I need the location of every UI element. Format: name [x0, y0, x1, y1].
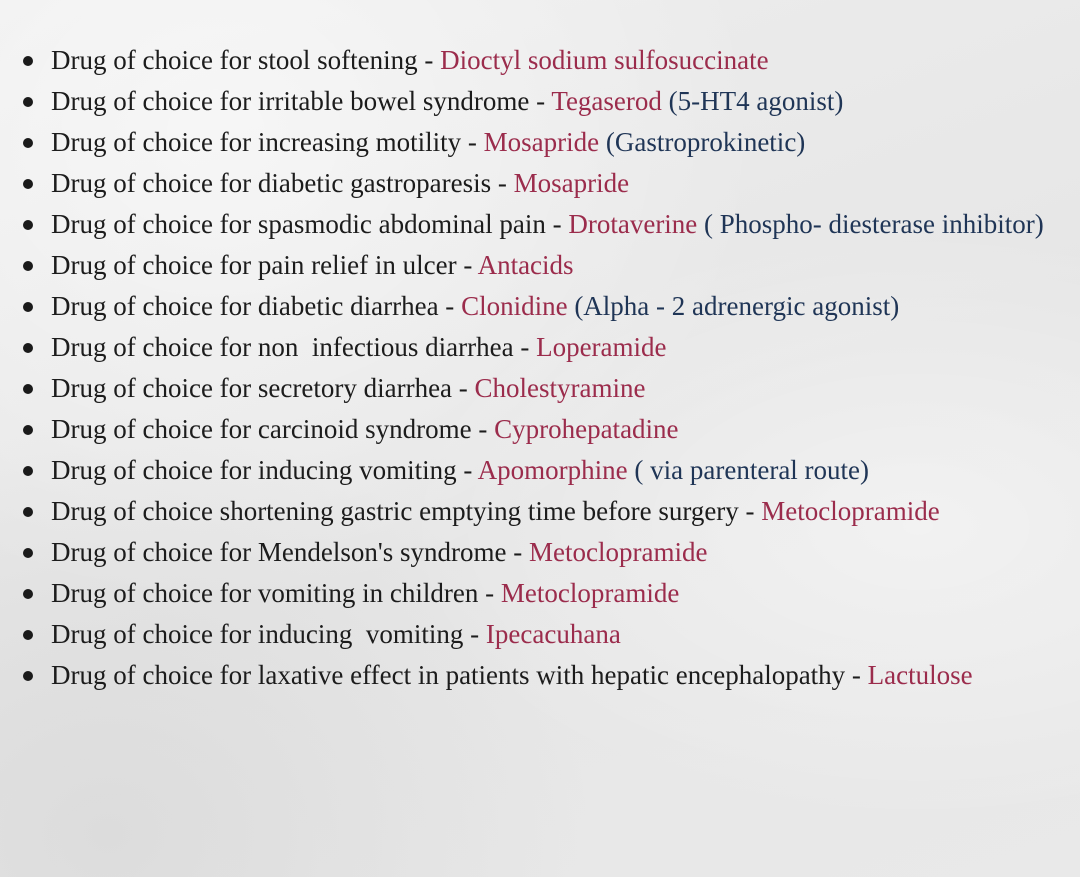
- item-prefix: Drug of choice for diabetic diarrhea -: [51, 291, 462, 321]
- item-prefix: Drug of choice for irritable bowel syndrome -: [51, 86, 552, 116]
- drug-of-choice-list: [0, 40, 1080, 696]
- drug-name: Mosapride: [513, 168, 630, 198]
- drug-name: Apomorphine: [477, 455, 628, 485]
- bullet-icon: [23, 179, 33, 189]
- bullet-icon: [23, 302, 33, 312]
- item-prefix: Drug of choice for increasing motility -: [51, 127, 484, 157]
- list-item: [0, 122, 1080, 163]
- drug-name: Dioctyl sodium sulfosuccinate: [440, 45, 769, 75]
- list-item: [0, 368, 1080, 409]
- list-item: [0, 614, 1080, 655]
- list-item: [0, 409, 1080, 450]
- drug-name: Lactulose: [867, 660, 973, 690]
- item-prefix: Drug of choice for pain relief in ulcer -: [51, 250, 478, 280]
- drug-name: Tegaserod: [551, 86, 662, 116]
- drug-name: Ipecacuhana: [485, 619, 621, 649]
- bullet-icon: [23, 343, 33, 353]
- list-item: [0, 204, 1080, 245]
- bullet-icon: [23, 466, 33, 476]
- bullet-icon: [23, 384, 33, 394]
- drug-note: ( Phospho- diesterase inhibitor): [697, 209, 1044, 239]
- list-item: [0, 327, 1080, 368]
- list-item: [0, 532, 1080, 573]
- bullet-icon: [23, 138, 33, 148]
- drug-name: Metoclopramide: [500, 578, 680, 608]
- list-item: [0, 163, 1080, 204]
- bullet-icon: [23, 220, 33, 230]
- item-prefix: Drug of choice for inducing vomiting -: [51, 619, 486, 649]
- drug-name: Loperamide: [536, 332, 667, 362]
- drug-name: Cyprohepatadine: [494, 414, 679, 444]
- bullet-icon: [23, 425, 33, 435]
- list-item: [0, 40, 1080, 81]
- bullet-icon: [23, 97, 33, 107]
- item-prefix: Drug of choice for inducing vomiting -: [51, 455, 478, 485]
- drug-name: Cholestyramine: [474, 373, 646, 403]
- drug-name: Drotaverine: [568, 209, 698, 239]
- drug-note: (5-HT4 agonist): [661, 86, 844, 116]
- item-prefix: Drug of choice for diabetic gastroparesis -: [51, 168, 514, 198]
- bullet-icon: [23, 589, 33, 599]
- item-prefix: Drug of choice for stool softening -: [51, 45, 441, 75]
- drug-name: Antacids: [477, 250, 574, 280]
- list-item: [0, 491, 1080, 532]
- drug-note: (Alpha - 2 adrenergic agonist): [567, 291, 900, 321]
- bullet-icon: [23, 671, 33, 681]
- item-prefix: Drug of choice for non infectious diarrhea -: [51, 332, 537, 362]
- list-item: [0, 450, 1080, 491]
- item-prefix: Drug of choice shortening gastric emptying time before surgery -: [51, 496, 762, 526]
- bullet-icon: [23, 261, 33, 271]
- drug-note: (Gastroprokinetic): [599, 127, 806, 157]
- item-prefix: Drug of choice for carcinoid syndrome -: [51, 414, 495, 444]
- item-prefix: Drug of choice for Mendelson's syndrome -: [51, 537, 529, 567]
- drug-note: ( via parenteral route): [627, 455, 870, 485]
- item-prefix: Drug of choice for laxative effect in patients with hepatic encephalopathy -: [51, 660, 868, 690]
- list-item: [0, 245, 1080, 286]
- item-prefix: Drug of choice for vomiting in children -: [51, 578, 501, 608]
- item-prefix: Drug of choice for spasmodic abdominal pain -: [51, 209, 569, 239]
- drug-name: Metoclopramide: [529, 537, 708, 567]
- bullet-icon: [23, 548, 33, 558]
- list-item: [0, 655, 1080, 696]
- item-prefix: Drug of choice for secretory diarrhea -: [51, 373, 475, 403]
- bullet-icon: [23, 630, 33, 640]
- bullet-icon: [23, 56, 33, 66]
- drug-name: Metoclopramide: [761, 496, 940, 526]
- drug-name: Clonidine: [461, 291, 568, 321]
- list-item: [0, 81, 1080, 122]
- list-item: [0, 573, 1080, 614]
- bullet-icon: [23, 507, 33, 517]
- drug-name: Mosapride: [483, 127, 600, 157]
- list-item: [0, 286, 1080, 327]
